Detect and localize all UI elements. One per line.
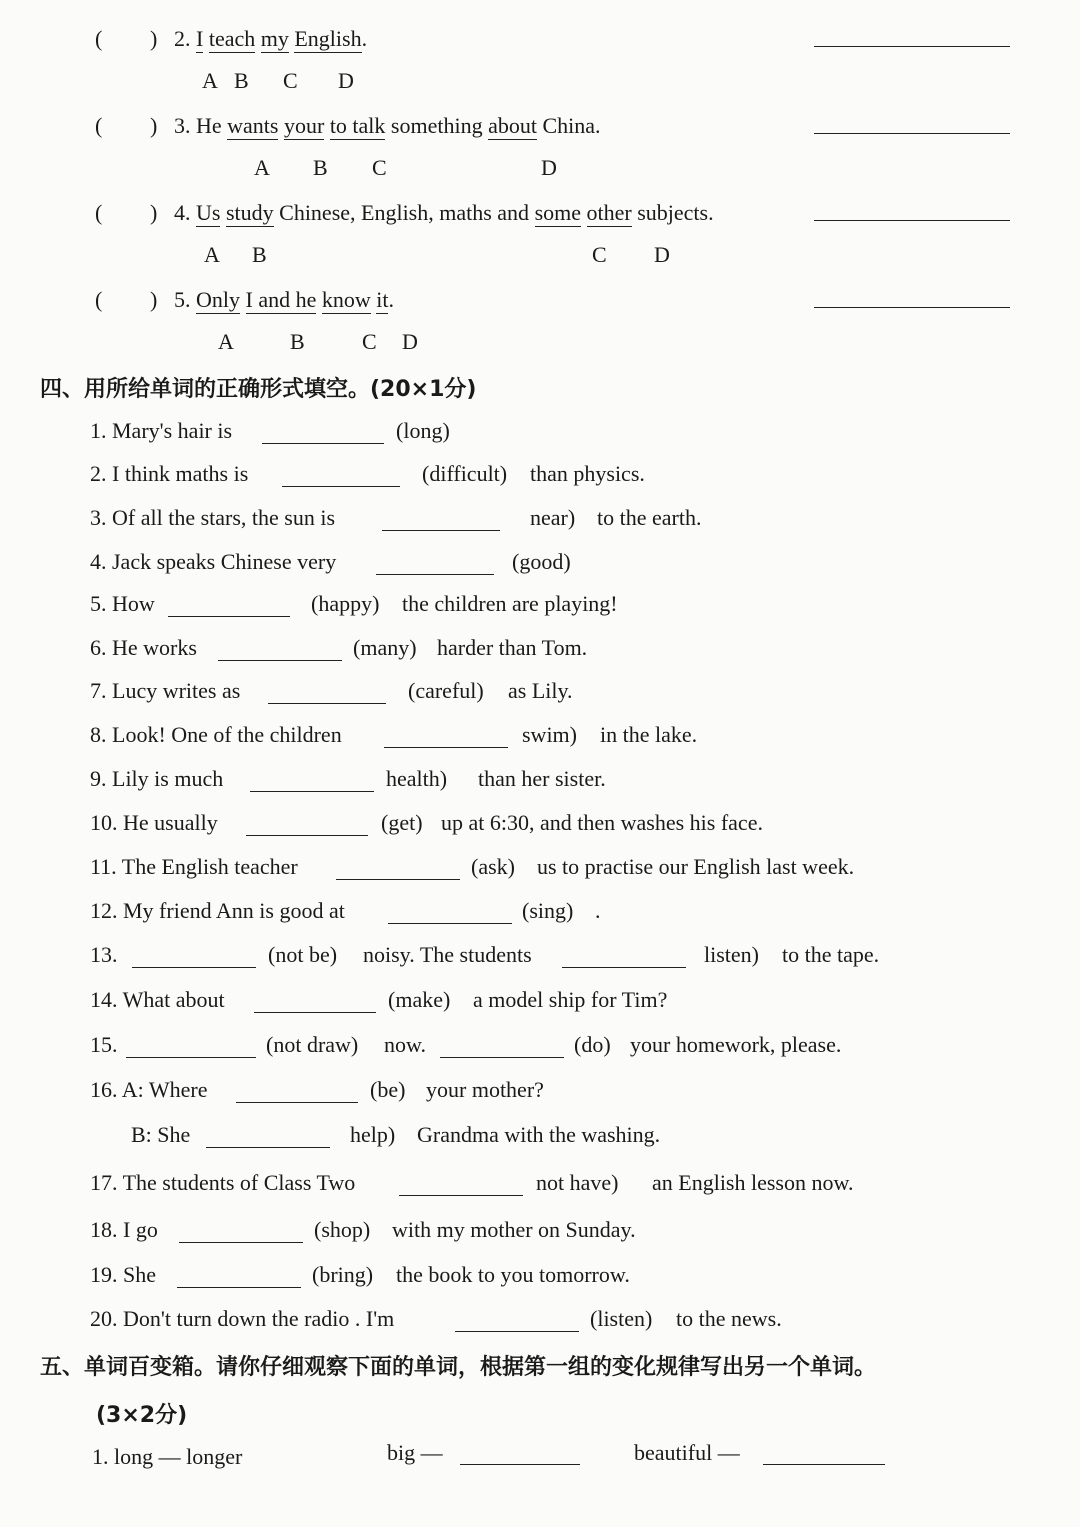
underlined-segment: wants [227,113,279,138]
error-correction-sentence [174,113,601,139]
word-hint: health) [386,766,448,791]
fill-answer-blank[interactable] [206,1129,330,1148]
option-letter-d: D [654,242,670,267]
answer-paren-open: ( [95,26,103,51]
answer-choice-box[interactable] [108,202,148,226]
answer-paren-open: ( [95,113,103,138]
word-change-big: big — [387,1440,443,1465]
fill-answer-blank[interactable] [376,556,494,575]
correction-answer-line[interactable] [814,307,1010,308]
fill-question-text: 20. Don't turn down the radio . I'm [90,1306,395,1331]
word-hint: (sing) [522,898,574,923]
fill-question-text: as Lily. [508,678,573,703]
sentence-text: China. [536,113,601,138]
option-letter-a: A [254,155,270,180]
fill-question-text: B: She [131,1122,191,1147]
sentence-text: Chinese, English, maths and [273,200,535,225]
fill-question-text: to the tape. [782,942,880,967]
fill-answer-blank[interactable] [179,1224,303,1243]
word-hint: (happy) [311,591,380,616]
option-letter-c: C [283,68,298,93]
sentence-text: subjects. [631,200,714,225]
fill-question-text: 15. [90,1032,118,1057]
underlined-segment: teach [208,26,256,51]
fill-question-text: than her sister. [478,766,606,791]
underlined-segment: to talk [329,113,386,138]
word-hint: (get) [381,810,423,835]
word-hint: (difficult) [422,461,508,486]
answer-paren-close: ) [150,287,158,312]
fill-answer-blank[interactable] [262,425,384,444]
underlined-segment: Us [196,200,221,225]
fill-question-text: to the news. [676,1306,782,1331]
fill-question-text: a model ship for Tim? [473,987,668,1012]
fill-question-text: 5. How [90,591,155,616]
option-letter-b: B [234,68,249,93]
fill-answer-blank[interactable] [254,994,376,1013]
word-hint: (listen) [590,1306,653,1331]
answer-paren-close: ) [150,200,158,225]
option-letter-a: A [204,242,220,267]
fill-answer-blank[interactable] [132,949,256,968]
word-hint: (be) [370,1077,406,1102]
underlined-segment: I and he [245,287,317,312]
answer-choice-box[interactable] [108,289,148,313]
fill-answer-blank[interactable] [218,642,342,661]
fill-question-text: 6. He works [90,635,197,660]
fill-question-text: 18. I go [90,1217,158,1242]
word-hint: (shop) [314,1217,371,1242]
fill-question-text: than physics. [530,461,645,486]
answer-choice-box[interactable] [108,115,148,139]
fill-answer-blank[interactable] [282,468,400,487]
fill-question-text: 1. Mary's hair is [90,418,233,443]
option-letter-d: D [541,155,557,180]
sentence-text [324,113,330,138]
question-number: 5. [174,287,196,312]
error-correction-sentence [174,26,367,52]
fill-question-text: 3. Of all the stars, the sun is [90,505,336,530]
fill-answer-blank[interactable] [399,1177,523,1196]
error-correction-sentence [174,200,714,226]
underlined-segment: I [196,26,204,51]
word-hint: (ask) [471,854,515,879]
word-hint: help) [350,1122,396,1147]
sentence-text [240,287,246,312]
fill-question-text: 8. Look! One of the children [90,722,342,747]
option-letter-b: B [252,242,267,267]
option-letter-c: C [372,155,387,180]
fill-question-text: now. [384,1032,426,1057]
word-hint: not have) [536,1170,619,1195]
fill-question-text: us to practise our English last week. [537,854,855,879]
option-letter-a: A [218,329,234,354]
fill-question-text: the book to you tomorrow. [396,1262,630,1287]
sentence-text [255,26,261,51]
fill-answer-blank[interactable] [384,729,508,748]
fill-answer-blank[interactable] [388,905,512,924]
sentence-text [581,200,587,225]
underlined-segment: it [376,287,389,312]
sentence-text: . [388,287,394,312]
correction-answer-line[interactable] [814,46,1010,47]
fill-answer-blank[interactable] [246,817,368,836]
word-hint: (long) [396,418,450,443]
correction-answer-line[interactable] [814,133,1010,134]
answer-paren-open: ( [95,287,103,312]
underlined-segment: know [321,287,371,312]
section-5-heading: 五、单词百变箱。请你仔细观察下面的单词，根据第一组的变化规律写出另一个单词。 [40,1355,877,1380]
fill-question-text: 19. She [90,1262,156,1287]
fill-question-text: your homework, please. [630,1032,842,1057]
option-letter-a: A [202,68,218,93]
word-hint: (many) [353,635,417,660]
fill-question-text: 12. My friend Ann is good at [90,898,345,923]
section-5-score: (3×2分) [96,1403,188,1428]
word-hint: (careful) [408,678,484,703]
fill-question-text: 2. I think maths is [90,461,249,486]
sentence-text: . [361,26,368,51]
sentence-text: He [196,113,228,138]
answer-choice-box[interactable] [108,28,148,52]
option-letter-c: C [592,242,607,267]
underlined-segment: your [283,113,325,138]
fill-question-text: 17. The students of Class Two [90,1170,356,1195]
fill-answer-blank[interactable] [455,1313,579,1332]
error-correction-sentence [174,287,394,313]
underlined-segment: some [534,200,582,225]
option-letter-d: D [402,329,418,354]
word-change-example: 1. long — longer [92,1444,243,1469]
option-letter-c: C [362,329,377,354]
fill-answer-blank[interactable] [126,1039,256,1058]
word-change-blank-big[interactable] [460,1446,580,1465]
word-hint: listen) [704,942,759,967]
fill-question-text: 13. [90,942,118,967]
underlined-segment: about [488,113,537,138]
question-number: 4. [174,200,196,225]
question-number: 2. [174,26,196,51]
fill-question-text: Grandma with the washing. [417,1122,661,1147]
word-hint: (good) [512,549,571,574]
correction-answer-line[interactable] [814,220,1010,221]
option-letter-b: B [313,155,328,180]
fill-answer-blank[interactable] [440,1039,564,1058]
fill-question-text: to the earth. [597,505,702,530]
word-hint: (not draw) [266,1032,359,1057]
word-change-blank-beautiful[interactable] [763,1446,885,1465]
fill-answer-blank[interactable] [177,1269,301,1288]
fill-question-text: in the lake. [600,722,698,747]
fill-answer-blank[interactable] [168,598,290,617]
fill-answer-blank[interactable] [562,949,686,968]
word-change-beautiful: beautiful — [634,1440,740,1465]
fill-question-text: 9. Lily is much [90,766,224,791]
fill-question-text: the children are playing! [402,591,618,616]
fill-question-text: your mother? [426,1077,544,1102]
fill-answer-blank[interactable] [250,773,374,792]
fill-question-text: 11. The English teacher [90,854,298,879]
fill-question-text: up at 6:30, and then washes his face. [441,810,763,835]
fill-question-text: 4. Jack speaks Chinese very [90,549,337,574]
word-hint: swim) [522,722,577,747]
fill-question-text: 10. He usually [90,810,218,835]
fill-question-text: . [595,898,601,923]
fill-answer-blank[interactable] [236,1084,358,1103]
sentence-text [203,26,209,51]
sentence-text: something [385,113,489,138]
answer-paren-open: ( [95,200,103,225]
underlined-segment: other [586,200,632,225]
fill-question-text: with my mother on Sunday. [392,1217,636,1242]
answer-paren-close: ) [150,113,158,138]
word-hint: near) [530,505,576,530]
fill-question-text: harder than Tom. [437,635,588,660]
question-number: 3. [174,113,196,138]
underlined-segment: English [294,26,362,51]
fill-question-text: noisy. The students [363,942,532,967]
fill-answer-blank[interactable] [268,685,386,704]
underlined-segment: my [260,26,289,51]
section-4-heading: 四、用所给单词的正确形式填空。(20×1分) [40,377,477,402]
option-letter-d: D [338,68,354,93]
fill-answer-blank[interactable] [382,512,500,531]
answer-paren-close: ) [150,26,158,51]
word-hint: (do) [574,1032,611,1057]
underlined-segment: study [225,200,274,225]
fill-answer-blank[interactable] [336,861,460,880]
fill-question-text: 7. Lucy writes as [90,678,241,703]
fill-question-text: 16. A: Where [90,1077,208,1102]
fill-question-text: 14. What about [90,987,225,1012]
fill-question-text: an English lesson now. [652,1170,854,1195]
word-hint: (not be) [268,942,338,967]
option-letter-b: B [290,329,305,354]
underlined-segment: Only [196,287,240,312]
word-hint: (bring) [312,1262,374,1287]
word-hint: (make) [388,987,451,1012]
